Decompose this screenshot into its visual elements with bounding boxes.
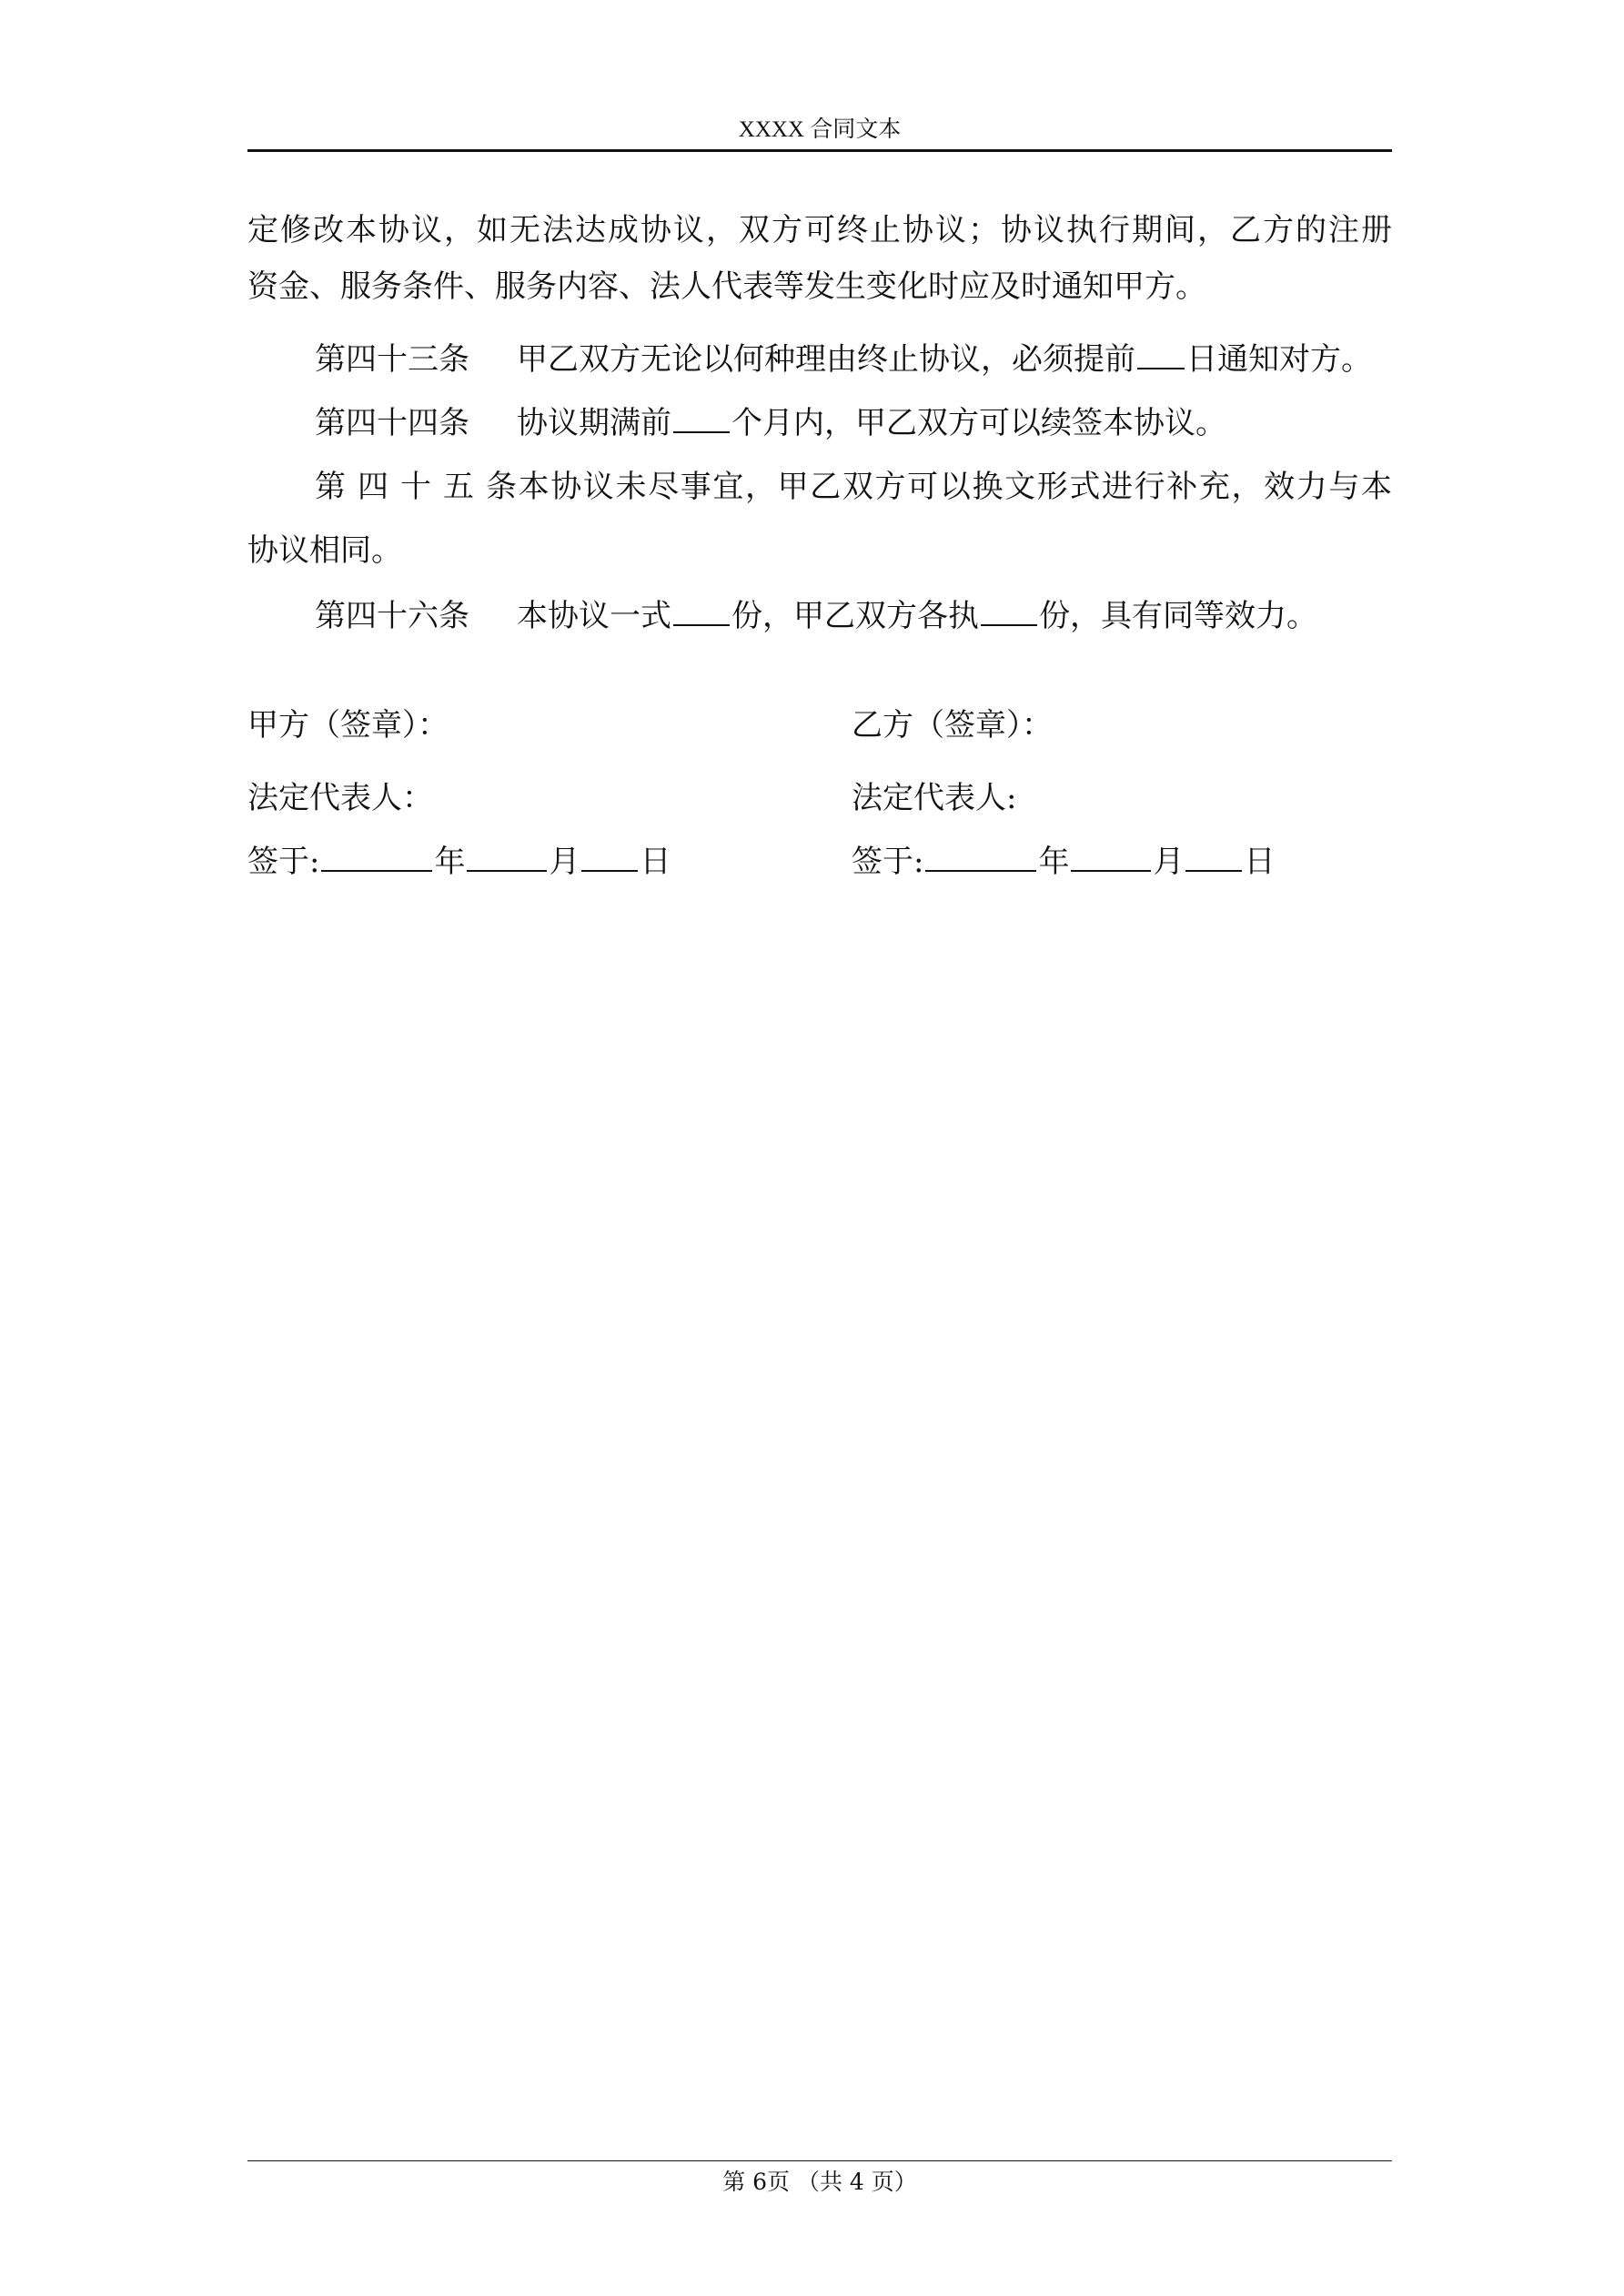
party-b-date-line: [852, 839, 1275, 885]
article-45-text-line-2: 协议相同。: [247, 532, 402, 569]
continuation-line-2: 资金、服务条件、服务内容、法人代表等发生变化时应及时通知甲方。: [247, 268, 1206, 305]
article-43-number: 第四十三条: [315, 341, 469, 378]
article-46-text-part-1: 本协议一式: [517, 598, 671, 634]
footer-divider: [247, 2160, 1392, 2161]
party-a-month-blank[interactable]: [467, 843, 547, 872]
page-header-title: XXXX 合同文本: [738, 117, 902, 142]
article-43: [315, 331, 1392, 388]
party-a-day-blank[interactable]: [581, 843, 638, 872]
party-b-year-label: 年: [1038, 844, 1070, 880]
article-46-text-part-3: 份，具有同等效力。: [1039, 598, 1317, 634]
article-43-text-after: 日通知对方。: [1186, 341, 1372, 378]
article-44-number: 第四十四条: [315, 405, 469, 441]
article-43-text-before: 甲乙双方无论以何种理由终止协议，必须提前: [517, 341, 1135, 378]
article-45-text-line-1: 本协议未尽事宜，甲乙双方可以换文形式进行补充，效力与本: [517, 469, 1392, 505]
party-b-date-prefix: 签于:: [852, 844, 924, 880]
party-a-date-prefix: 签于:: [247, 844, 320, 880]
article-44-text-before: 协议期满前: [517, 405, 671, 441]
party-b-day-label: 日: [1244, 844, 1276, 880]
party-a-day-label: 日: [640, 844, 671, 880]
party-b-month-label: 月: [1153, 844, 1185, 880]
article-44-months-blank[interactable]: [673, 404, 730, 433]
article-45-line-1: [315, 459, 1392, 515]
article-45-number: 第四十五条: [315, 469, 517, 505]
party-a-date-line: [247, 839, 671, 885]
party-a-rep-label: 法定代表人：: [247, 780, 433, 816]
article-44-text-after: 个月内，甲乙双方可以续签本协议。: [731, 405, 1226, 441]
article-46: [315, 588, 1392, 644]
party-a-year-label: 年: [434, 844, 466, 880]
article-44: [315, 395, 1392, 451]
article-43-days-blank[interactable]: [1137, 340, 1185, 369]
header-divider: [247, 149, 1392, 152]
article-46-copies-blank[interactable]: [673, 597, 730, 626]
party-a-month-label: 月: [549, 844, 580, 880]
article-46-number: 第四十六条: [315, 598, 469, 634]
party-b-seal-label: 乙方（签章）：: [852, 707, 1053, 743]
party-b-day-blank[interactable]: [1185, 843, 1242, 872]
page-number: 第 6页 （共 4 页）: [722, 2169, 917, 2195]
article-46-each-blank[interactable]: [981, 597, 1037, 626]
party-a-year-blank[interactable]: [321, 843, 432, 872]
article-46-text-part-2: 份，甲乙双方各执: [731, 598, 979, 634]
party-b-rep-label: 法定代表人:: [852, 780, 1017, 816]
party-b-year-blank[interactable]: [925, 843, 1036, 872]
party-b-month-blank[interactable]: [1071, 843, 1151, 872]
party-a-seal-label: 甲方（签章）：: [247, 707, 449, 743]
continuation-line-1: 定修改本协议，如无法达成协议，双方可终止协议；协议执行期间，乙方的注册: [247, 212, 1392, 248]
